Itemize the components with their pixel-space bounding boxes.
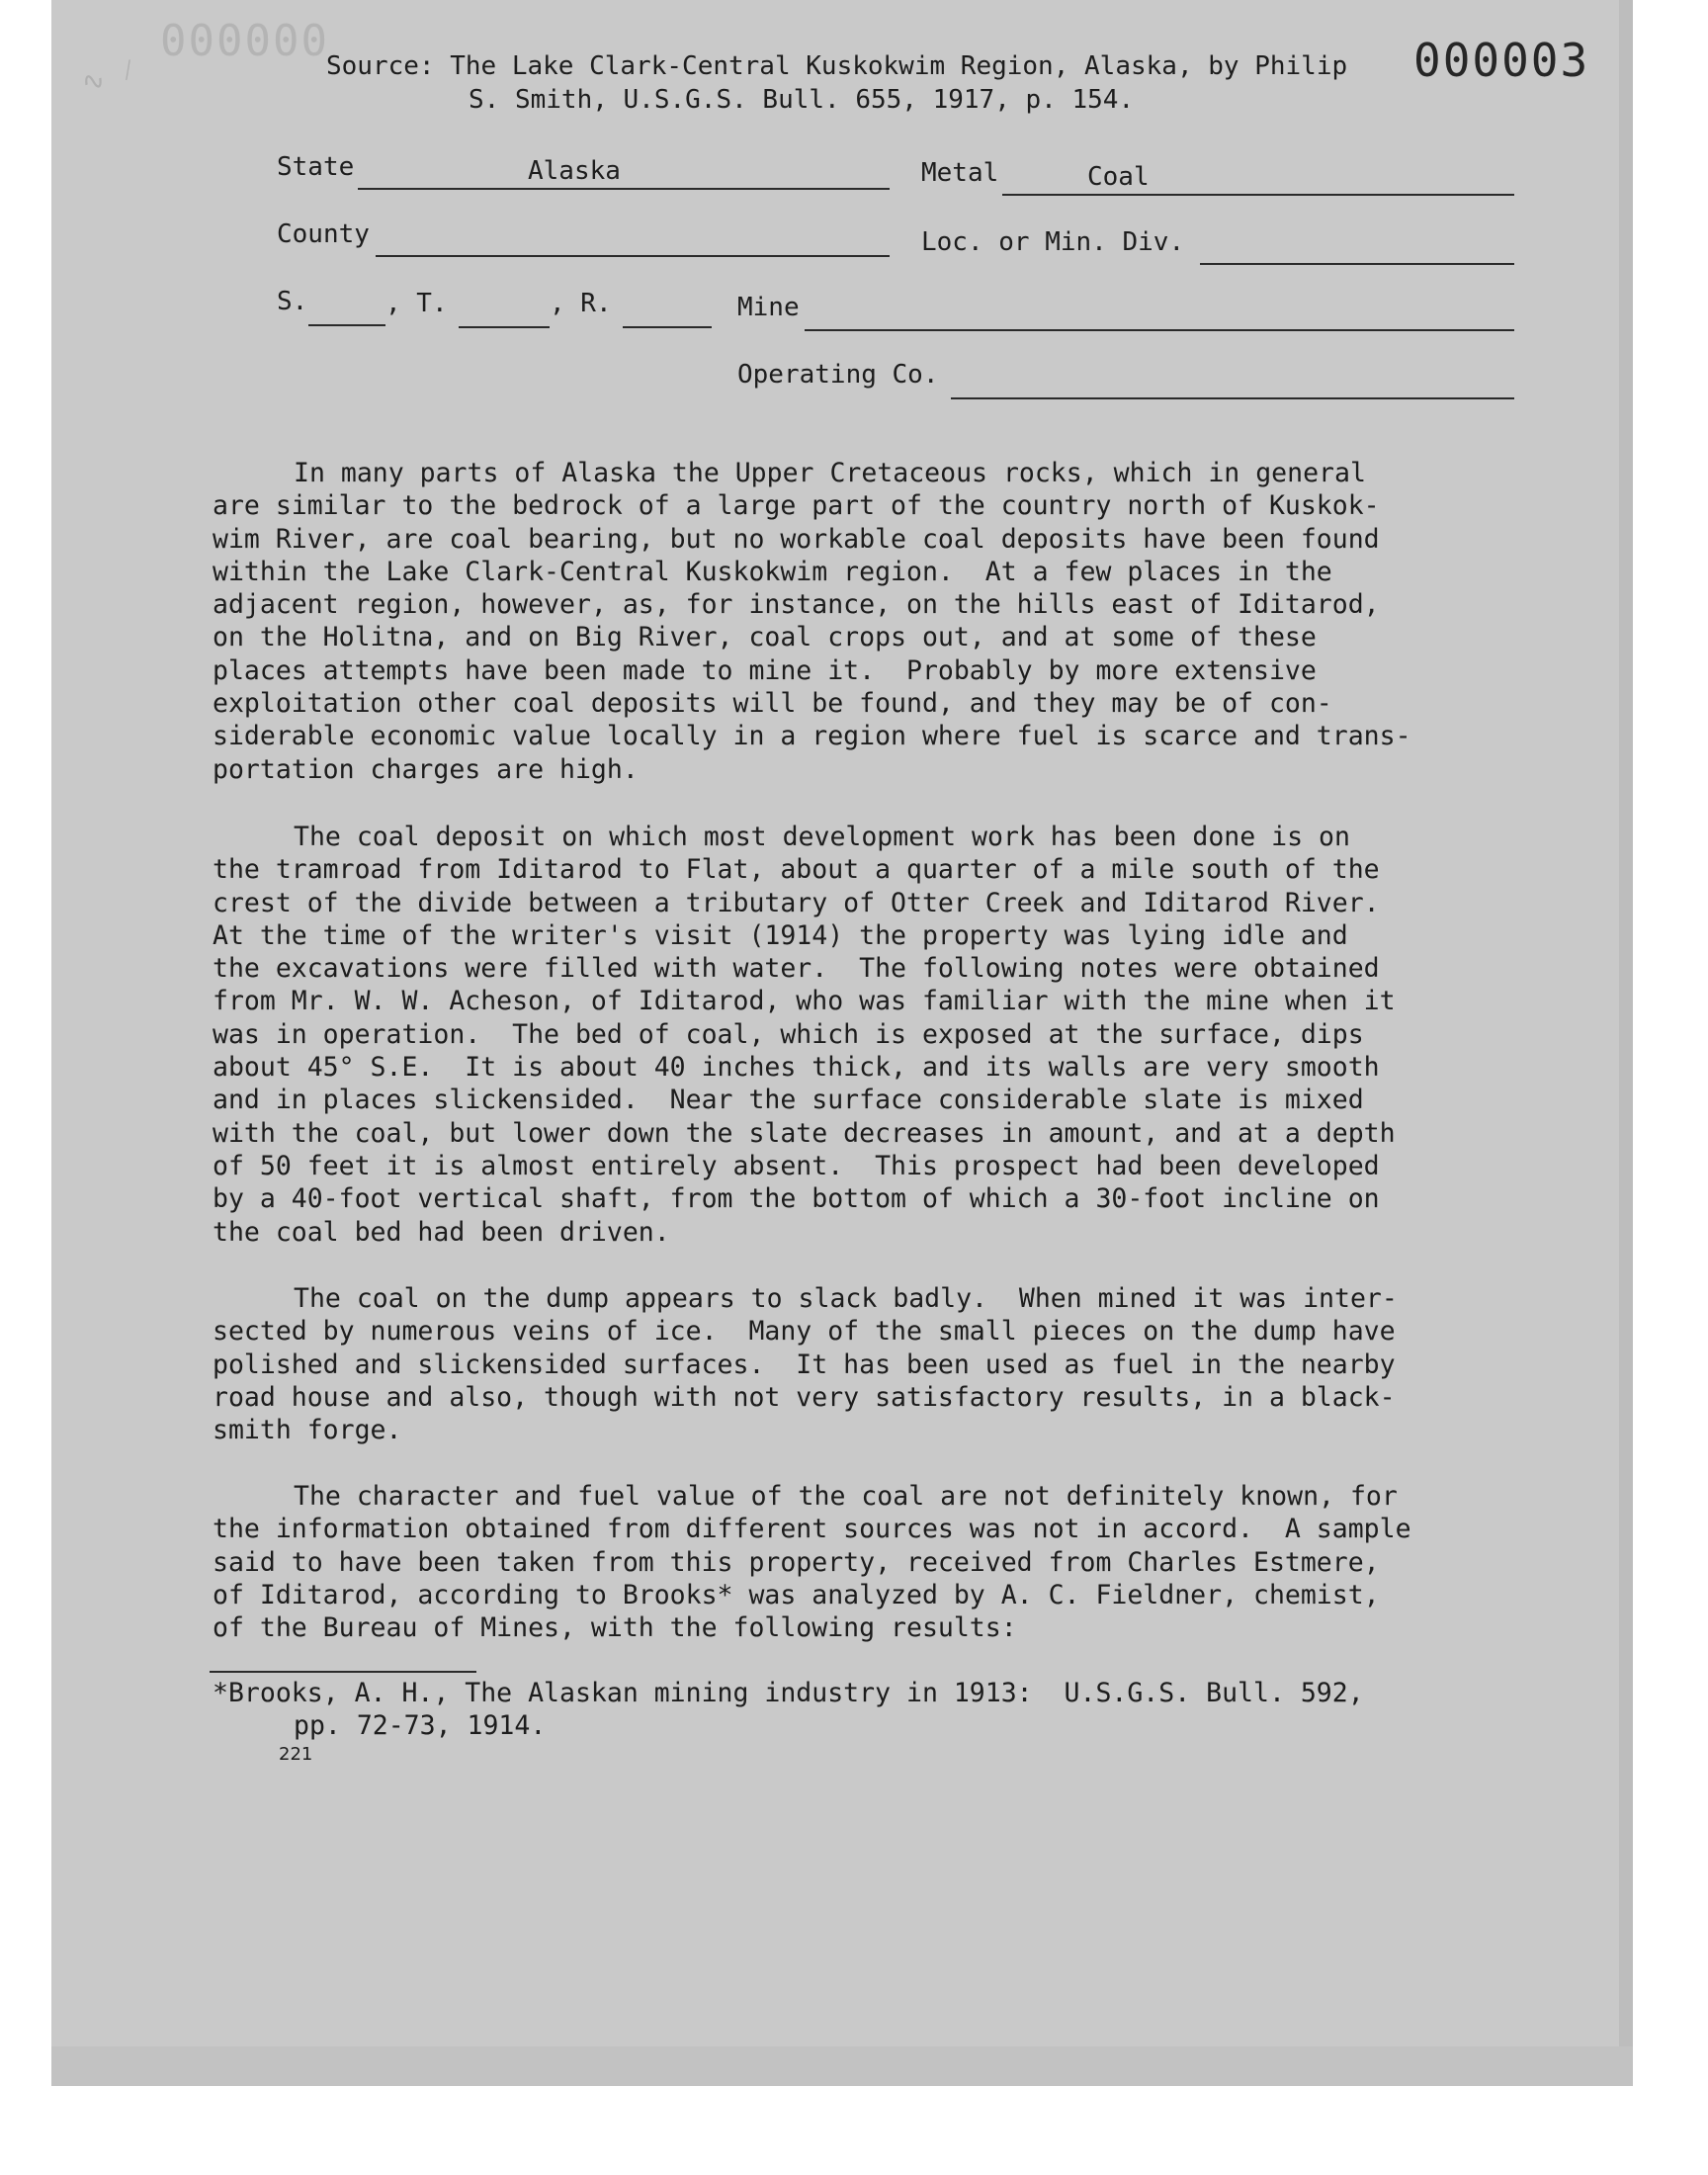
text-line: The character and fuel value of the coal are not definitely known, for [294, 1481, 1398, 1512]
text-line: polished and slickensided surfaces. It has been used as fuel in the nearby [213, 1348, 1396, 1380]
text-line: smith forge. [213, 1415, 402, 1446]
text-line: within the Lake Clark-Central Kuskokwim region. At a few places in the [213, 556, 1332, 587]
text-line: wim River, are coal bearing, but no workable coal deposits have been found [213, 523, 1380, 555]
text-line: The coal deposit on which most development work has been done is on [294, 822, 1350, 852]
text-line: road house and also, though with not very satisfactory results, in a black- [213, 1381, 1396, 1413]
state-label: State [277, 152, 355, 182]
text-line: places attempts have been made to mine it. Probably by more extensive [213, 654, 1317, 686]
text-line: from Mr. W. W. Acheson, of Iditarod, who was familiar with the mine when it [213, 986, 1396, 1017]
metal-label: Metal [921, 158, 999, 188]
section-field [308, 295, 385, 326]
text-line: was in operation. The bed of coal, which is exposed at the surface, dips [213, 1018, 1364, 1050]
county-field [376, 225, 890, 257]
document-number-stamp: 000003 [1413, 34, 1590, 87]
text-line: the tramroad from Iditarod to Flat, about a quarter of a mile south of the [213, 854, 1380, 886]
footnote-line-2: pp. 72-73, 1914. [294, 1710, 547, 1741]
document-page [51, 0, 1633, 2086]
text-line: portation charges are high. [213, 753, 639, 785]
state-field [358, 158, 890, 190]
footnote-line-1: *Brooks, A. H., The Alaskan mining industry in 1913: U.S.G.S. Bull. 592, [213, 1678, 1364, 1708]
range-label: , R. [550, 289, 612, 318]
loc-min-div-label: Loc. or Min. Div. [921, 227, 1185, 257]
text-line: siderable economic value locally in a region where fuel is scarce and trans- [213, 721, 1411, 752]
text-line: At the time of the writer's visit (1914) the property was lying idle and [213, 919, 1348, 951]
text-line: exploitation other coal deposits will be found, and they may be of con- [213, 688, 1332, 720]
metal-field [1002, 164, 1514, 196]
footnote [213, 1677, 1577, 1742]
state-value: Alaska [528, 156, 621, 186]
faint-stamp-number: 000000 [160, 16, 329, 66]
paragraph-4 [213, 1480, 1577, 1644]
text-line: with the coal, but lower down the slate decreases in amount, and at a depth [213, 1117, 1396, 1149]
text-line: of the Bureau of Mines, with the following results: [213, 1612, 1017, 1644]
source-line-1: The Lake Clark-Central Kuskokwim Region, Alaska, by Philip [450, 51, 1348, 81]
paragraph-1 [213, 457, 1577, 786]
text-line: of 50 feet it is almost entirely absent. This prospect had been developed [213, 1150, 1380, 1181]
text-line: the excavations were filled with water. The following notes were obtained [213, 953, 1380, 985]
text-line: sected by numerous veins of ice. Many of the small pieces on the dump have [213, 1316, 1396, 1348]
text-line: by a 40-foot vertical shaft, from the bottom of which a 30-foot incline on [213, 1183, 1380, 1215]
operating-co-label: Operating Co. [737, 360, 939, 390]
range-field [623, 297, 712, 328]
text-line: of Iditarod, according to Brooks* was analyzed by A. C. Fieldner, chemist, [213, 1579, 1380, 1610]
text-line: adjacent region, however, as, for instance, on the hills east of Iditarod, [213, 589, 1380, 621]
text-line: are similar to the bedrock of a large part of the country north of Kuskok- [213, 490, 1380, 522]
mine-field [805, 300, 1514, 331]
text-line: In many parts of Alaska the Upper Cretaceous rocks, which in general [294, 458, 1366, 488]
text-line: and in places slickensided. Near the surface considerable slate is mixed [213, 1085, 1364, 1116]
source-label: Source: [326, 51, 435, 81]
paragraph-3 [213, 1282, 1577, 1446]
text-line: crest of the divide between a tributary of Otter Creek and Iditarod River. [213, 887, 1380, 918]
text-line: said to have been taken from this property, received from Charles Estmere, [213, 1546, 1380, 1578]
text-line: The coal on the dump appears to slack badly. When mined it was inter- [294, 1283, 1398, 1314]
metal-value: Coal [1087, 162, 1150, 192]
text-line: on the Holitna, and on Big River, coal crops out, and at some of these [213, 622, 1317, 653]
footnote-divider [210, 1671, 476, 1673]
source-citation [326, 49, 1423, 117]
source-line-2: S. Smith, U.S.G.S. Bull. 655, 1917, p. 154. [469, 85, 1135, 115]
section-label: S. [277, 287, 308, 316]
operating-co-field [951, 368, 1514, 399]
margin-scribble-mark: ∿ ⁄ [76, 51, 141, 101]
text-line: the information obtained from different sources was not in accord. A sample [213, 1514, 1411, 1545]
text-line: the coal bed had been driven. [213, 1216, 670, 1248]
loc-min-div-field [1200, 233, 1514, 265]
page-number: 221 [279, 1744, 313, 1765]
mine-label: Mine [737, 293, 800, 322]
paragraph-2 [213, 821, 1577, 1249]
township-field [459, 297, 550, 328]
page-edge-shadow [1619, 0, 1633, 2086]
text-line: about 45° S.E. It is about 40 inches thick, and its walls are very smooth [213, 1052, 1380, 1084]
page-bottom-shade [51, 2046, 1633, 2086]
township-label: , T. [385, 289, 448, 318]
county-label: County [277, 219, 370, 249]
